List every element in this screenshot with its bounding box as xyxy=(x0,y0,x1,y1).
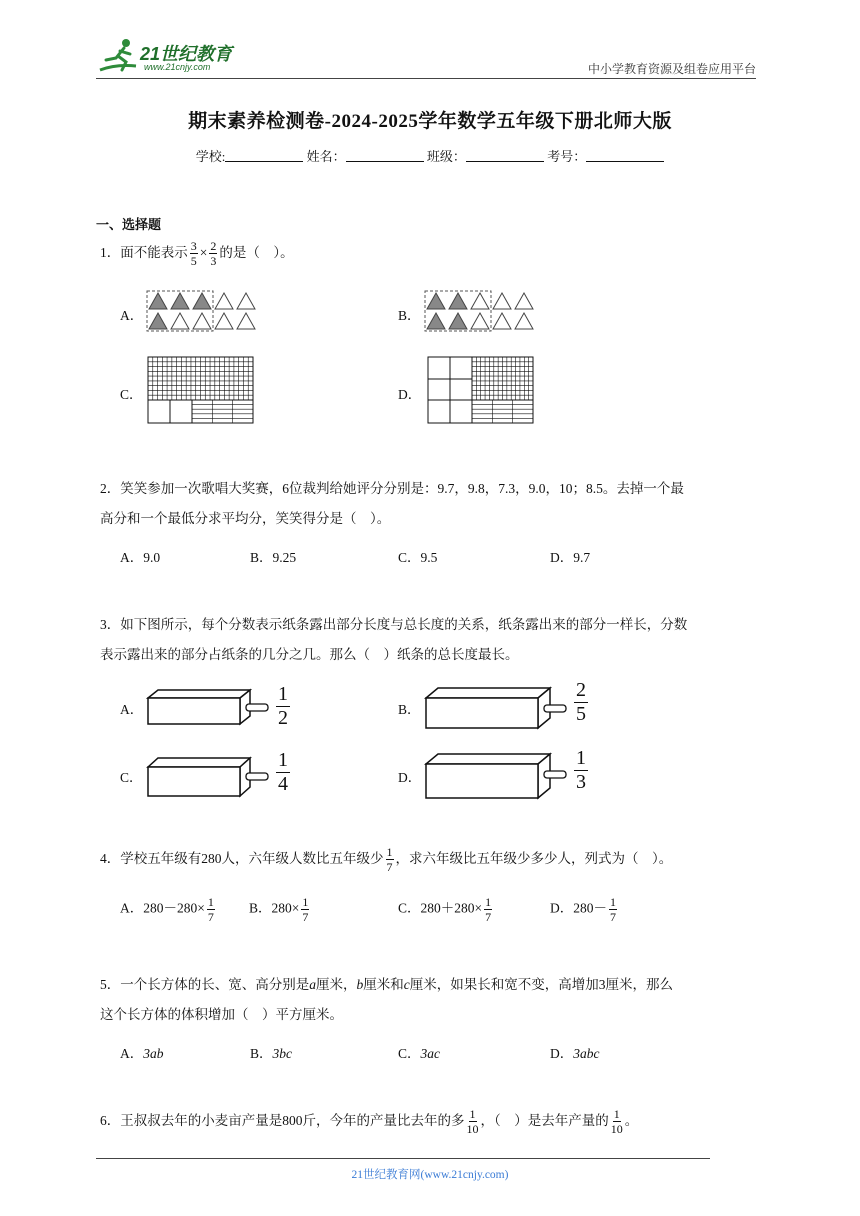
q3-option-c-label[interactable]: C． xyxy=(120,770,143,785)
q4-option-c[interactable] xyxy=(398,896,494,923)
frac-num: 1 xyxy=(278,749,288,771)
footer-divider xyxy=(96,1158,710,1159)
option-expr: 280－ xyxy=(573,900,607,916)
option-label: A． xyxy=(120,900,144,916)
q5-option-d[interactable] xyxy=(550,1042,600,1062)
option-label: D． xyxy=(550,1046,574,1061)
var-c: c xyxy=(403,977,410,992)
runner-icon xyxy=(96,36,142,76)
q3-fraction-a xyxy=(274,684,292,728)
option-fraction xyxy=(207,896,215,923)
frac-den: 10 xyxy=(466,1122,479,1137)
frac-num: 1 xyxy=(469,1107,476,1122)
option-fraction xyxy=(301,896,309,923)
frac-num: 3 xyxy=(190,239,197,254)
times-sign: × xyxy=(199,245,208,260)
q5-text: 厘米，如果长和宽不变，高增加3厘米，那么 xyxy=(409,977,673,992)
q1-option-d-figure xyxy=(427,356,535,424)
q3-line1: 3．如下图所示，每个分数表示纸条露出部分长度与总长度的关系，纸条露出来的部分一样长，分数 xyxy=(100,617,688,632)
q1-option-a-label[interactable]: A． xyxy=(120,308,144,323)
var-a: a xyxy=(309,977,316,992)
name-label: 姓名： xyxy=(306,149,346,164)
q4-fraction xyxy=(386,846,394,873)
option-label: B． xyxy=(249,900,272,916)
q1-fraction-2 xyxy=(209,240,217,267)
q3-option-a-figure xyxy=(146,688,272,728)
q2-option-c[interactable]: C．9.5 xyxy=(398,550,438,565)
frac-den: 7 xyxy=(610,910,616,924)
option-value: 3ac xyxy=(420,1046,441,1061)
frac-num: 1 xyxy=(278,683,288,705)
q4-prefix: 4．学校五年级有280人，六年级人数比五年级少 xyxy=(100,851,384,866)
q5-text: 5．一个长方体的长、宽、高分别是 xyxy=(100,977,310,992)
option-expr: 280＋280× xyxy=(420,900,483,916)
frac-num: 1 xyxy=(610,895,616,909)
frac-den: 3 xyxy=(210,254,217,269)
frac-num: 1 xyxy=(386,845,393,860)
q1-option-b-label[interactable]: B． xyxy=(398,308,421,323)
q1-prefix: 1．面不能表示 xyxy=(100,245,188,260)
q1-fraction-1 xyxy=(190,240,198,267)
option-fraction xyxy=(609,896,617,923)
q5-option-a[interactable] xyxy=(120,1042,164,1062)
frac-den: 3 xyxy=(576,771,586,793)
frac-num: 2 xyxy=(210,239,217,254)
q6-text: 6．王叔叔去年的小麦亩产量是800斤，今年的产量比去年的多 xyxy=(100,1113,465,1128)
q3-fraction-c xyxy=(274,750,292,794)
frac-den: 10 xyxy=(610,1122,623,1137)
q3-fraction-b xyxy=(572,680,590,724)
q2-option-d[interactable]: D．9.7 xyxy=(550,550,591,565)
question-4-stem xyxy=(100,846,760,873)
frac-den: 7 xyxy=(485,910,492,924)
q5-option-b[interactable] xyxy=(250,1042,292,1062)
frac-den: 7 xyxy=(207,910,214,924)
question-1-stem xyxy=(100,240,760,267)
school-label: 学校: xyxy=(195,149,226,164)
frac-den: 2 xyxy=(278,707,288,729)
footer-link[interactable]: 21世纪教育网(www.21cnjy.com) xyxy=(351,1169,509,1181)
class-blank xyxy=(466,149,544,162)
q3-option-d-figure xyxy=(424,752,570,802)
q3-line2: 表示露出来的部分占纸条的几分之几。那么（ ）纸条的总长度最长。 xyxy=(100,646,519,662)
logo-text: 21世纪教育 xyxy=(140,44,233,64)
q6-fraction-2 xyxy=(611,1108,623,1135)
option-label: C． xyxy=(398,1046,421,1061)
q3-option-a-label[interactable]: A． xyxy=(120,702,144,717)
frac-den: 5 xyxy=(576,703,586,725)
q5-option-c[interactable] xyxy=(398,1042,440,1062)
section-heading: 一、选择题 xyxy=(96,217,162,232)
q1-option-b-figure xyxy=(424,290,538,332)
frac-num: 1 xyxy=(613,1107,620,1122)
q4-option-a[interactable] xyxy=(120,896,217,923)
frac-den: 7 xyxy=(386,860,393,875)
q3-option-b-figure xyxy=(424,686,570,732)
q3-option-c-figure xyxy=(146,756,272,798)
q1-option-d-label[interactable]: D． xyxy=(398,387,422,402)
q2-line2: 高分和一个最低分求平均分，笑笑得分是（ ）。 xyxy=(100,510,391,526)
frac-den: 5 xyxy=(190,254,197,269)
q5-text: 厘米和 xyxy=(363,977,404,992)
frac-num: 1 xyxy=(302,895,309,909)
exam-no-label: 考号： xyxy=(547,149,587,164)
q6-fraction-1 xyxy=(467,1108,479,1135)
q1-option-c-label[interactable]: C． xyxy=(120,387,143,402)
q3-fraction-d xyxy=(572,748,590,792)
frac-num: 1 xyxy=(207,895,214,909)
header-divider xyxy=(96,78,756,79)
option-label: D． xyxy=(550,900,574,916)
q5-line1 xyxy=(100,972,760,998)
q1-option-c-figure xyxy=(147,356,255,424)
question-5-stem xyxy=(100,972,760,1027)
name-blank xyxy=(346,149,424,162)
q4-suffix: ，求六年级比五年级少多少人，列式为（ ）。 xyxy=(395,851,673,866)
var-b: b xyxy=(356,977,364,992)
q3-option-d-label[interactable]: D． xyxy=(398,770,422,785)
q6-text: 。 xyxy=(624,1113,639,1128)
frac-den: 7 xyxy=(302,910,309,924)
q2-line1: 2．笑笑参加一次歌唱大奖赛，6位裁判给她评分分别是：9.7，9.8，7.3，9.0，10；8.5。去掉一个最 xyxy=(100,481,684,496)
option-value: 3abc xyxy=(573,1046,600,1061)
option-label: B． xyxy=(250,1046,273,1061)
question-6-stem xyxy=(100,1108,760,1135)
q4-option-b[interactable] xyxy=(249,896,311,923)
option-expr: 280－280× xyxy=(143,900,205,916)
school-blank xyxy=(225,149,303,162)
q5-text: 厘米， xyxy=(316,977,357,992)
q6-text: ，（ ）是去年产量的 xyxy=(480,1113,609,1128)
q1-option-a-figure xyxy=(146,290,260,332)
q5-line2: 这个长方体的体积增加（ ）平方厘米。 xyxy=(100,1006,343,1022)
logo xyxy=(96,36,256,76)
frac-num: 2 xyxy=(576,679,586,701)
student-info xyxy=(0,146,860,165)
exam-no-blank xyxy=(586,149,664,162)
page-title: 期末素养检测卷-2024-2025学年数学五年级下册北师大版 xyxy=(188,111,672,132)
q2-option-b[interactable]: B．9.25 xyxy=(250,550,297,565)
q1-suffix: 的是（ ）。 xyxy=(219,245,294,260)
platform-label: 中小学教育资源及组卷应用平台 xyxy=(587,62,756,76)
option-fraction xyxy=(484,896,492,923)
q3-option-b-label[interactable]: B． xyxy=(398,702,421,717)
question-3-stem xyxy=(100,612,760,667)
option-label: C． xyxy=(398,900,421,916)
option-expr: 280× xyxy=(271,900,300,916)
option-value: 3ab xyxy=(143,1046,164,1061)
option-label: A． xyxy=(120,1046,144,1061)
question-2-stem xyxy=(100,476,760,531)
logo-url: www.21cnjy.com xyxy=(144,62,211,72)
frac-den: 4 xyxy=(278,773,288,795)
q2-option-a[interactable]: A．9.0 xyxy=(120,550,161,565)
option-value: 3bc xyxy=(272,1046,293,1061)
frac-num: 1 xyxy=(485,895,492,909)
frac-num: 1 xyxy=(576,747,586,769)
q4-option-d[interactable] xyxy=(550,896,619,923)
class-label: 班级： xyxy=(426,149,466,164)
